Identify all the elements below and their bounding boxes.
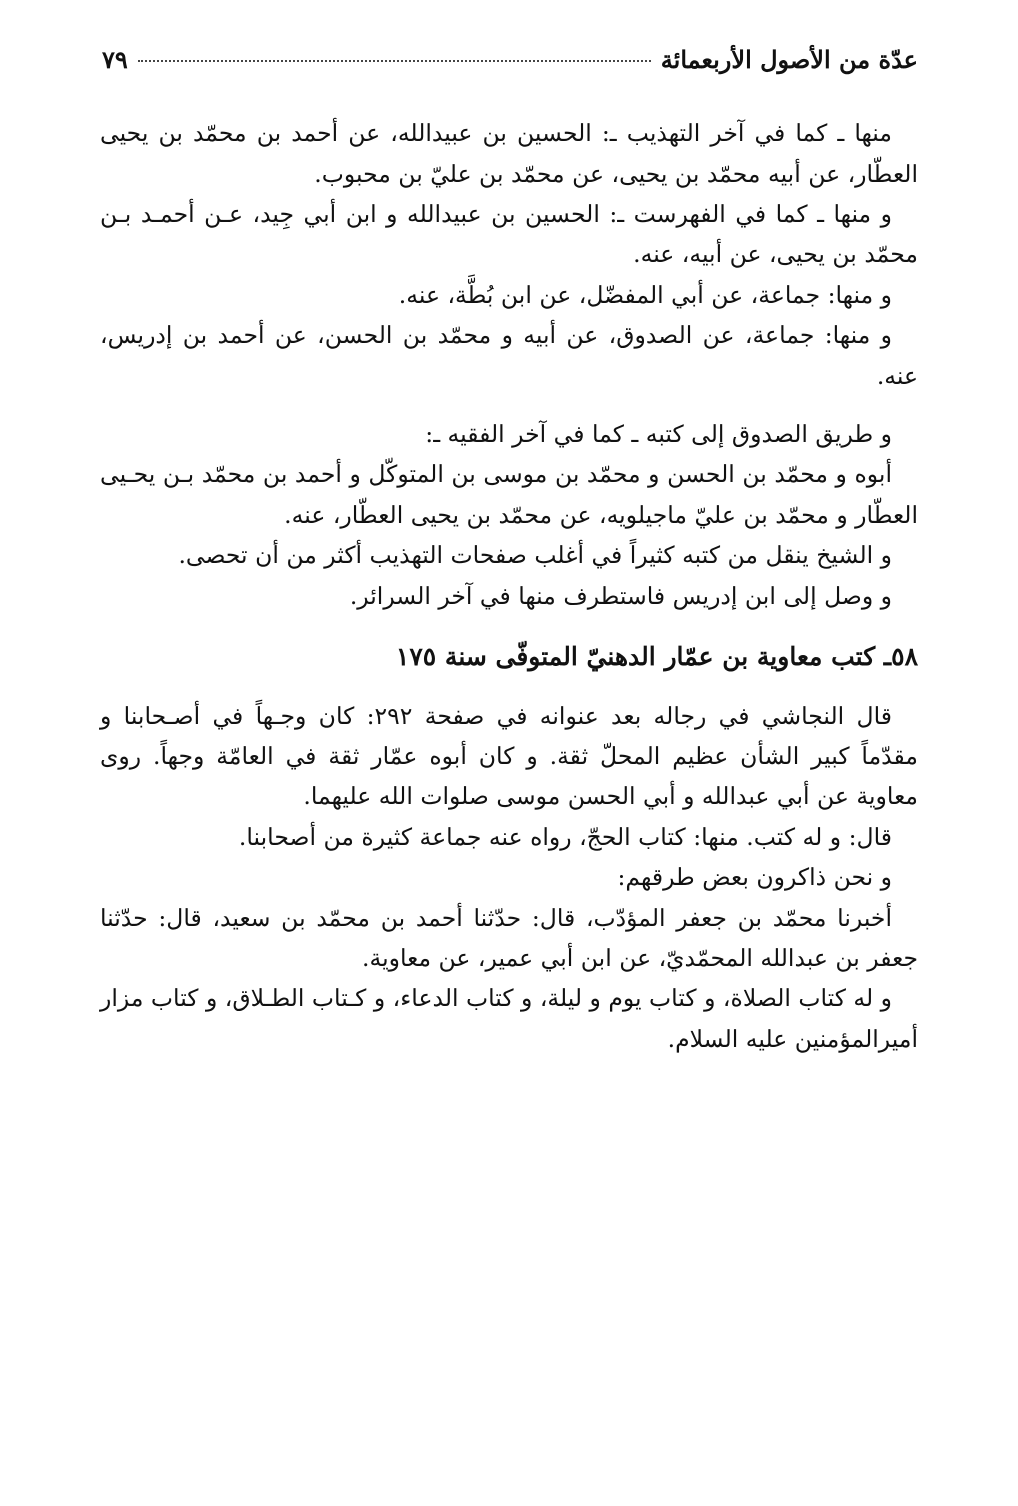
section-paragraph-3: و نحن ذاكرون بعض طرقهم: [617,863,892,892]
paragraph-2: و منها ـ كما في الفهرست ـ: الحسين بن عبيدالله و ابن أبي جِيد، عـن أحمـد بـن محمّد بن يحيى، عن أبيه، عنه. [100,200,918,269]
running-title: عدّة من الأصول الأربعمائة [660,45,918,74]
saduq-path-intro: و طريق الصدوق إلى كتبه ـ كما في آخر الفقيه ـ: [425,420,892,449]
section-paragraph-1: قال النجاشي في رجاله بعد عنوانه في صفحة ٢٩٢: كان وجـهاً في أصـحابنا و مقدّماً كبير الشأن عظيم المحلّ ثقة. و كان أبوه عمّار ثقة في العامّة وجهاً. روى معاوية عن أبي عبدالله و أبي الحسن موسى صلوات الله عليهما. [100,701,918,811]
section-paragraph-5: و له كتاب الصلاة، و كتاب يوم و ليلة، و كتاب الدعاء، و كـتاب الطـلاق، و كتاب مزار أميرالمؤمنين عليه السلام. [100,984,918,1053]
section-paragraph-2: قال: و له كتب. منها: كتاب الحجّ، رواه عنه جماعة كثيرة من أصحابنا. [238,822,892,851]
saduq-path-block [100,414,918,616]
saduq-path-note-1: و الشيخ ينقل من كتبه كثيراً في أغلب صفحات التهذيب أكثر من أن تحصى. [178,541,892,570]
paragraph-3: و منها: جماعة، عن أبي المفضّل، عن ابن بُطَّة، عنه. [398,280,892,309]
saduq-path-chain: أبوه و محمّد بن الحسن و محمّد بن موسى بن المتوكّل و أحمد بن محمّد بـن يحـيى العطّار و محمّد بن عليّ ماجيلويه، عن محمّد بن يحيى العطّار، عنه. [100,460,918,529]
page-number: ٧٩ [102,45,128,74]
section-paragraph-4: أخبرنا محمّد بن جعفر المؤدّب، قال: حدّثنا أحمد بن محمّد بن سعيد، قال: حدّثنا جعفر بن عبدالله المحمّديّ، عن ابن أبي عمير، عن معاوية. [100,903,918,972]
dotted-leader [138,60,651,62]
running-header [100,44,918,75]
page-body [100,113,918,1059]
paragraph-1: منها ـ كما في آخر التهذيب ـ: الحسين بن عبيدالله، عن أحمد بن محمّد بن يحيى العطّار، عن أبيه محمّد بن يحيى، عن محمّد بن عليّ بن محبوب. [100,119,918,188]
saduq-path-note-2: و وصل إلى ابن إدريس فاستطرف منها في آخر السرائر. [349,581,892,610]
paragraph-4: و منها: جماعة، عن الصدوق، عن أبيه و محمّد بن الحسن، عن أحمد بن إدريس، عنه. [100,321,918,390]
section-heading: ٥٨ـ كتب معاوية بن عمّار الدهنيّ المتوفّى سنة ١٧٥ [395,642,918,672]
